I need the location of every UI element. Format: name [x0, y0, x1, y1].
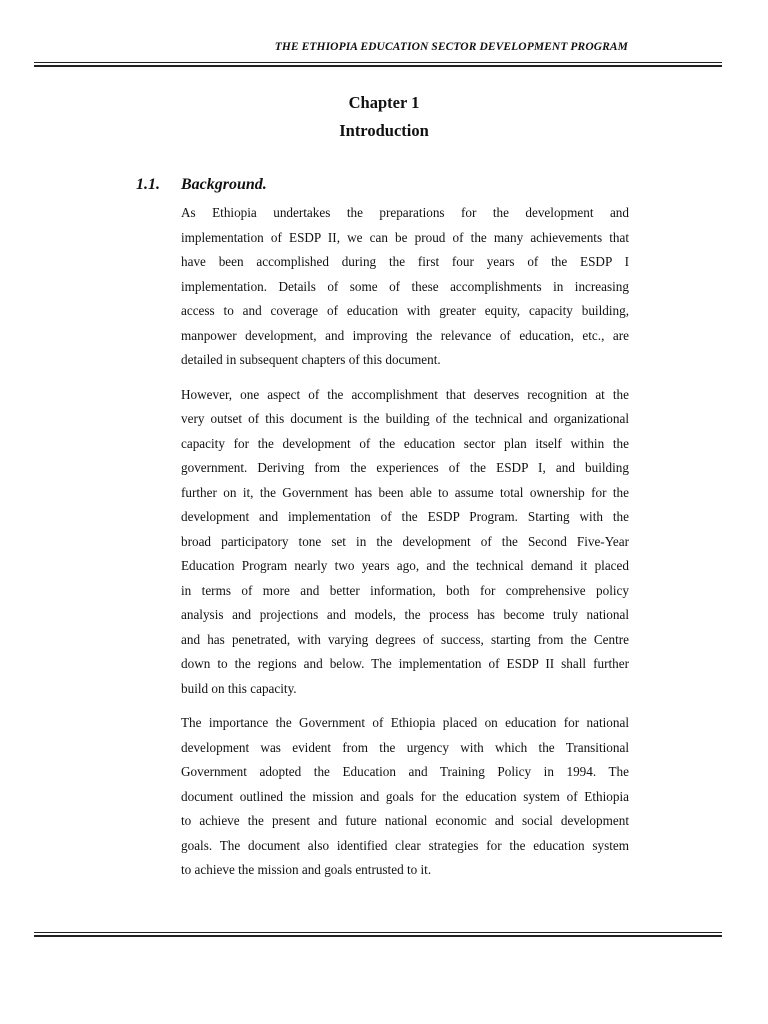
paragraph-line: The importance the Government of Ethiopia placed on education for national	[181, 715, 629, 730]
footer-rule	[34, 932, 722, 937]
chapter-number: Chapter 1	[348, 93, 420, 112]
paragraph	[181, 711, 629, 883]
paragraph-line: further on it, the Government has been able to assume total ownership for the	[181, 484, 629, 500]
body-text	[181, 201, 629, 893]
running-header: THE ETHIOPIA EDUCATION SECTOR DEVELOPMENT PROGRAM	[274, 41, 628, 53]
paragraph-line: to achieve the present and future national economic and social development	[181, 813, 629, 828]
paragraph-line: capacity for the development of the education sector plan itself within the	[181, 435, 629, 451]
paragraph-line: Government adopted the Education and Training Policy in 1994. The	[181, 764, 629, 779]
paragraph-line: manpower development, and improving the relevance of education, etc., are	[181, 327, 629, 343]
paragraph-line: goals. The document also identified clear strategies for the education system	[181, 837, 629, 853]
paragraph-line: broad participatory tone set in the development of the Second Five-Year	[181, 533, 629, 549]
chapter-title: Introduction	[339, 121, 429, 140]
paragraph-line: and has penetrated, with varying degrees of success, starting from the Centre	[181, 631, 629, 647]
paragraph-line: build on this capacity.	[181, 680, 297, 696]
paragraph-line: development was evident from the urgency with which the Transitional	[181, 739, 629, 755]
paragraph-line: have been accomplished during the first four years of the ESDP I	[181, 254, 629, 269]
paragraph-line: down to the regions and below. The implementation of ESDP II shall further	[181, 656, 629, 671]
paragraph-line: access to and coverage of education with greater equity, capacity building,	[181, 303, 629, 318]
paragraph-line: to achieve the mission and goals entrusted to it.	[181, 862, 432, 877]
paragraph-line: implementation of ESDP II, we can be proud of the many achievements that	[181, 229, 629, 245]
paragraph-line: development and implementation of the ESDP Program. Starting with the	[181, 509, 629, 524]
paragraph-line: document outlined the mission and goals for the education system of Ethiopia	[181, 788, 629, 804]
paragraph	[181, 383, 629, 702]
paragraph-line: As Ethiopia undertakes the preparations for the development and	[181, 205, 629, 220]
paragraph-line: Education Program nearly two years ago, and the technical demand it placed	[181, 558, 629, 573]
paragraph-line: However, one aspect of the accomplishment that deserves recognition at the	[181, 386, 629, 402]
paragraph-line: analysis and projections and models, the process has become truly national	[181, 607, 629, 622]
section-heading	[136, 176, 267, 194]
paragraph	[181, 201, 629, 373]
paragraph-line: very outset of this document is the building of the technical and organizational	[181, 411, 629, 426]
section-number: 1.1.	[136, 176, 160, 193]
paragraph-line: implementation. Details of some of these accomplishments in increasing	[181, 278, 629, 294]
section-title: Background.	[181, 176, 267, 193]
paragraph-line: in terms of more and better information, both for comprehensive policy	[181, 582, 629, 598]
paragraph-line: government. Deriving from the experiences of the ESDP I, and building	[181, 460, 629, 475]
paragraph-line: detailed in subsequent chapters of this document.	[181, 352, 441, 367]
header-rule	[34, 62, 722, 67]
